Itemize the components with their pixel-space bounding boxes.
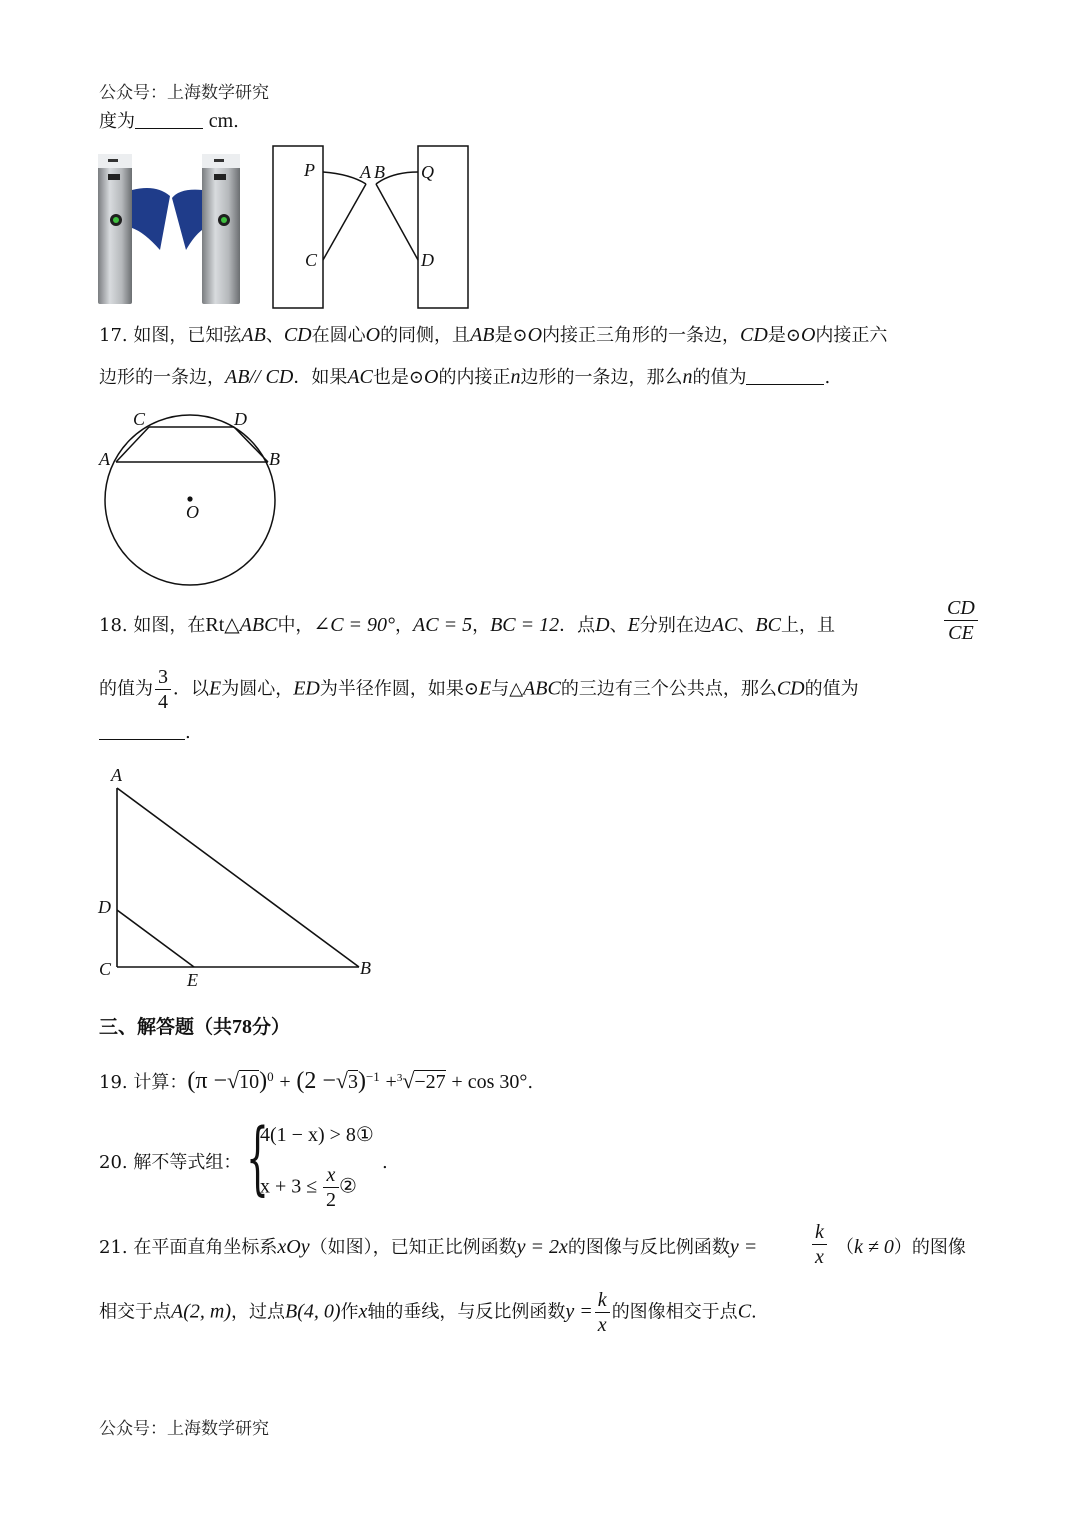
q18-math: BC = 12 <box>490 614 560 636</box>
q18-math: ABC <box>523 677 561 700</box>
label-C: C <box>99 959 112 979</box>
q18-text: ， <box>395 615 414 636</box>
question-21-line1-tail <box>836 1232 966 1263</box>
circled-mark: ① <box>355 1124 374 1146</box>
root-index: 3 <box>396 1072 403 1084</box>
label-E: E <box>187 970 198 990</box>
question-18-line3 <box>99 718 191 748</box>
q16-unit: cm <box>208 110 234 132</box>
question-number: 21. <box>99 1237 128 1258</box>
question-18-line2 <box>99 665 859 714</box>
q17-text: 如图，已知弦 <box>133 325 242 346</box>
label-P: P <box>304 160 315 180</box>
q18-math: E <box>627 614 640 636</box>
q19-math: + <box>279 1071 291 1093</box>
q17-math: O <box>800 324 816 346</box>
fraction-numerator: k <box>595 1288 610 1313</box>
section-heading <box>99 1012 290 1039</box>
q19-math: 3 <box>347 1071 358 1093</box>
q19-math: (π − <box>187 1068 228 1094</box>
label-O: O <box>186 502 199 522</box>
question-18-line1 <box>99 610 835 641</box>
q21-text: 的图像相交于点 <box>611 1301 738 1323</box>
q18-text: 分别在边 <box>639 615 712 636</box>
q21-text: 轴的垂线，与反比例函数 <box>367 1301 566 1323</box>
q21-math: xOy <box>277 1236 310 1258</box>
q18-end: . <box>185 722 191 743</box>
q18-math: E <box>478 677 492 700</box>
q21-text: ，过点 <box>230 1301 285 1323</box>
q18-math: AC = 5 <box>413 614 473 636</box>
q21-math: A(2, m) <box>171 1300 231 1323</box>
q17-math: AB// CD <box>225 366 294 388</box>
q20-text: 解不等式组： <box>133 1152 242 1173</box>
label-C: C <box>133 409 146 429</box>
q17-math: AB <box>470 324 495 346</box>
turnstile-photo <box>96 150 246 308</box>
fraction-denominator: CE <box>948 622 974 644</box>
q18-text: ．点 <box>559 615 596 636</box>
q17-text: 、 <box>265 325 284 346</box>
q17-math: CD <box>283 324 312 346</box>
q17-text: 的值为 <box>692 367 747 388</box>
page-footer: 公众号：上海数学研究 <box>99 1419 269 1439</box>
page-header: 公众号：上海数学研究 <box>99 83 269 103</box>
section-points: 78 <box>232 1016 253 1038</box>
q21-end: . <box>751 1301 757 1323</box>
circle-chord-figure <box>94 405 294 590</box>
q21-math: y = <box>565 1300 593 1323</box>
fraction-numerator: CD <box>944 596 978 621</box>
label-A: A <box>111 765 122 785</box>
question-number: 18. <box>99 615 128 636</box>
q16-prefix: 度为 <box>99 111 135 132</box>
q17-text: ．如果 <box>293 367 348 388</box>
fraction-denominator: 2 <box>326 1189 336 1211</box>
q18-text: 、 <box>609 615 628 636</box>
q21-text: 的图像与反比例函数 <box>567 1237 730 1258</box>
inequality-2 <box>260 1163 357 1212</box>
label-B: B <box>360 958 371 978</box>
q18-math: BC <box>755 614 781 636</box>
q18-text: 、 <box>737 615 756 636</box>
q18-text: 的值为 <box>99 678 153 700</box>
section-title-text: 分） <box>252 1016 291 1038</box>
q19-end: . <box>527 1072 534 1093</box>
q17-text: 边形的一条边， <box>99 367 225 388</box>
q17-text: 边形的一条边，那么 <box>520 367 683 388</box>
q17-text: 也是⊙ <box>372 367 424 388</box>
fraction-x-2 <box>323 1163 339 1212</box>
q20-math: x + 3 ≤ <box>260 1175 318 1198</box>
label-D: D <box>421 250 434 270</box>
q21-math: C <box>737 1300 752 1323</box>
q17-math: AC <box>347 366 373 388</box>
section-title-text: 三、解答题（共 <box>99 1016 233 1038</box>
exponent: 0 <box>267 1069 274 1084</box>
label-A: A <box>99 449 110 469</box>
q17-math: n <box>682 366 693 388</box>
q21-math: y = 2x <box>516 1236 568 1258</box>
q17-math: O <box>527 324 543 346</box>
question-21-line2 <box>99 1288 757 1337</box>
question-17-line1 <box>99 320 887 351</box>
q17-text: 内接正六 <box>815 325 888 346</box>
fraction-k-x <box>812 1220 827 1269</box>
exponent: −1 <box>365 1069 380 1084</box>
q17-math: AB <box>241 324 266 346</box>
question-21-line1 <box>99 1232 757 1263</box>
q17-math: O <box>365 324 381 346</box>
gate-schematic <box>266 142 476 314</box>
q21-math: B(4, 0) <box>284 1300 341 1323</box>
q17-text: 在圆心 <box>311 325 366 346</box>
question-number: 19. <box>99 1072 128 1093</box>
q21-text: 相交于点 <box>99 1301 171 1323</box>
q19-text: 计算： <box>133 1072 188 1093</box>
q19-math: (2 − <box>296 1068 336 1094</box>
q21-text: （ <box>836 1237 854 1258</box>
q21-math: y = <box>729 1236 758 1258</box>
q18-math: AC <box>711 614 738 636</box>
q18-math: ED <box>293 677 320 700</box>
answer-blank <box>135 108 203 129</box>
q17-math: O <box>424 366 439 388</box>
q18-text: ， <box>472 615 491 636</box>
q21-text: 作 <box>340 1301 359 1323</box>
q19-math: 10 <box>239 1071 260 1093</box>
q18-math: ABC <box>239 614 278 636</box>
answer-blank <box>746 364 824 385</box>
q19-math: −27 <box>414 1071 446 1093</box>
q20-math: 4(1 − x) > 8 <box>260 1124 356 1146</box>
q21-math: k ≠ 0 <box>854 1236 894 1258</box>
question-number: 17. <box>99 325 128 346</box>
question-number: 20. <box>99 1152 128 1173</box>
right-triangle-figure <box>94 760 384 992</box>
q18-math: D <box>595 614 610 636</box>
q18-math: ∠C = 90° <box>313 614 396 636</box>
q19-math: + cos 30° <box>451 1071 528 1093</box>
system-brace: { <box>246 1111 269 1204</box>
q18-math: CD <box>776 677 805 700</box>
q19-math: ) <box>357 1068 366 1094</box>
q18-text: 如图，在 <box>133 615 206 636</box>
q18-text: 为圆心， <box>221 678 294 700</box>
q19-math: ) <box>259 1068 268 1094</box>
label-D: D <box>98 897 111 917</box>
fraction-numerator: 3 <box>155 665 171 690</box>
q17-text: 是⊙ <box>767 325 801 346</box>
label-Q: Q <box>421 162 434 182</box>
q20-end: . <box>382 1152 388 1173</box>
q18-text: 中， <box>277 615 314 636</box>
fraction-k-x <box>595 1288 610 1337</box>
q19-math: + <box>385 1071 397 1093</box>
inequality-1 <box>260 1120 374 1151</box>
q18-text: ．以 <box>173 678 209 700</box>
q18-text: 的值为 <box>804 678 859 700</box>
fraction-numerator: k <box>812 1220 827 1245</box>
q18-math: E <box>209 677 222 700</box>
q16-end: . <box>233 111 239 132</box>
q21-text: （如图），已知正比例函数 <box>309 1237 517 1258</box>
label-A: A <box>360 162 371 182</box>
fraction-cd-ce <box>944 596 978 645</box>
q21-text: 在平面直角坐标系 <box>133 1237 278 1258</box>
q21-math: x <box>358 1300 368 1323</box>
q17-text: 的同侧，且 <box>380 325 471 346</box>
label-B: B <box>269 449 280 469</box>
fraction-denominator: x <box>815 1246 824 1268</box>
q18-text: 为半径作圆，如果⊙ <box>319 678 479 700</box>
question-20-label <box>99 1148 241 1178</box>
fraction-numerator: x <box>323 1163 339 1188</box>
q17-text: 内接正三角形的一条边， <box>542 325 741 346</box>
question-19: 19. 计算：$(\pi -√10)^0 + (2 -√3)^{-1} +^3√-27 + \cos 30^\circ$. <box>99 1068 534 1094</box>
q18-text: 的三边有三个公共点，那么 <box>560 678 777 700</box>
answer-blank <box>99 719 185 740</box>
circled-mark: ② <box>339 1175 357 1198</box>
q18-math: Rt△ <box>205 614 240 636</box>
q17-math: n <box>510 366 521 388</box>
question-17-line2 <box>99 362 830 393</box>
q21-text: ）的图像 <box>893 1237 966 1258</box>
q17-text: 是⊙ <box>494 325 528 346</box>
fraction-denominator: 4 <box>158 691 168 713</box>
q18-text: 上，且 <box>780 615 835 636</box>
q18-text: 与△ <box>491 678 524 700</box>
fraction-denominator: x <box>597 1314 607 1336</box>
label-C: C <box>305 250 318 270</box>
q17-text: 的内接正 <box>438 367 511 388</box>
q16-tail <box>99 106 239 137</box>
label-B: B <box>374 162 385 182</box>
label-D: D <box>234 409 247 429</box>
fraction-3-4 <box>155 665 171 714</box>
q17-math: CD <box>740 324 768 346</box>
q17-end: . <box>824 367 831 388</box>
